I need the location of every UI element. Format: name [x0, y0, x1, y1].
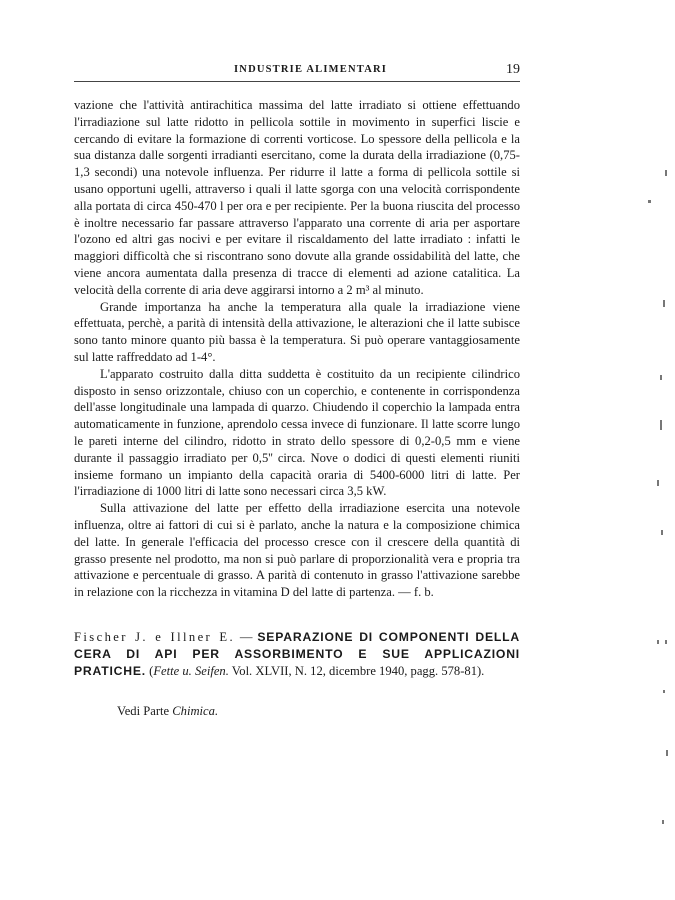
see-also-section: Chimica.	[172, 704, 219, 718]
scan-speck	[665, 170, 667, 176]
paragraph: L'apparato costruito dalla ditta suddetta è costituito da un recipiente cilindrico disposto in senso orizzontale, chiuso con un coperchio, e contenente in corrispondenza dell'asse longitudinale una lampada di quarzo. Chiudendo il coperchio la lampada entra automaticamente in funzione, aprendolo cessa invece di funzionare. Il latte scorre lungo le pareti interne del cilindro, ridotto in strato dello spessore di 0,2-0,5 mm e viene durante il passaggio irradiato per 0,5'' circa. Nove o dodici di questi elementi riuniti insieme formano un impianto della capacità oraria di 5400-6000 litri di latte. Per l'irradiazione di 1000 litri di latte sono necessari circa 3,5 kW.	[74, 366, 520, 499]
scan-speck	[665, 640, 667, 644]
scan-speck	[657, 480, 659, 486]
entry-source-open: (	[145, 664, 154, 678]
entry-dash: —	[235, 630, 258, 644]
scan-speck	[657, 640, 659, 644]
see-also-note	[117, 704, 218, 719]
scan-speck	[662, 820, 664, 824]
entry-source-journal: Fette u. Seifen.	[153, 664, 229, 678]
scan-speck	[648, 200, 651, 203]
header-rule	[74, 81, 520, 82]
scan-speck	[666, 750, 668, 756]
page-number: 19	[506, 62, 520, 77]
bibliographic-entry	[74, 629, 520, 680]
entry-title: SEPARAZIONE DI COMPONENTI DELLA CERA DI API PER ASSORBIMENTO E SUE APPLICAZIONI PRATICHE.	[74, 630, 520, 678]
scan-speck	[663, 690, 665, 693]
paragraph: Sulla attivazione del latte per effetto della irradiazione esercita una notevole influenza, oltre ai fattori di cui si è parlato, anche la natura e la composizione chimica del latte. In generale l'efficacia del processo cresce con il crescere della quantità di grasso presente nel prodotto, ma non si può parlare di proporzionalità vera e propria tra attivazione e percentuale di grasso. A parità di contenuto in grasso l'attivazione sarebbe in relazione con la ricchezza in vitamina D del latte di partenza. — f. b.	[74, 501, 520, 600]
scan-speck	[660, 375, 662, 380]
running-title: INDUSTRIE ALIMENTARI	[234, 64, 388, 75]
scan-speck	[660, 420, 662, 430]
entry-source-details: Vol. XLVII, N. 12, dicembre 1940, pagg. 578-81).	[228, 664, 485, 678]
entry-authors: Fischer J. e Illner E.	[74, 630, 236, 644]
running-header	[74, 62, 520, 78]
body-text	[74, 97, 520, 601]
see-also-prefix: Vedi Parte	[117, 704, 170, 718]
paragraph: Grande importanza ha anche la temperatura alla quale la irradiazione viene effettuata, perchè, a parità di intensità della attivazione, le alterazioni che il latte subisce sono tanto minore quanto più bassa è la temperatura. Si può operare vantaggiosamente sul latte raffreddato ad 1-4°.	[74, 299, 520, 364]
scan-speck	[661, 530, 663, 535]
paragraph: vazione che l'attività antirachitica massima del latte irradiato si ottiene effettuando l'irradiazione sul latte ridotto in pellicola sottile in movimento in superfici liscie e cercando di evitare la formazione di correnti vorticose. Lo spessore della pellicola e la sua distanza dalle sorgenti irradianti esercitano, come la durata della irradiazione (0,75-1,3 secondi) una notevole influenza. Per ridurre il latte a forma di pellicola sottile si usano opportuni ugelli, attraverso i quali il latte sgorga con una velocità corrispondente alla portata di circa 450-470 l per ora e per recipiente. Per la buona riuscita del processo è inoltre necessario far passare attraverso l'apparato una corrente di aria per asportare l'ozono ed altri gas nocivi e per evitare il riscaldamento del latte irradiato : infatti le maggiori difficoltà che si riscontrano sono dovute alla grande ossidabilità del latte, che viene ancora aumentata dalla presenza di tracce di elementi ad azione catalitica. La velocità della corrente di aria deve aggirarsi intorno a 2 m³ al minuto.	[74, 98, 520, 297]
scan-speck	[663, 300, 665, 307]
